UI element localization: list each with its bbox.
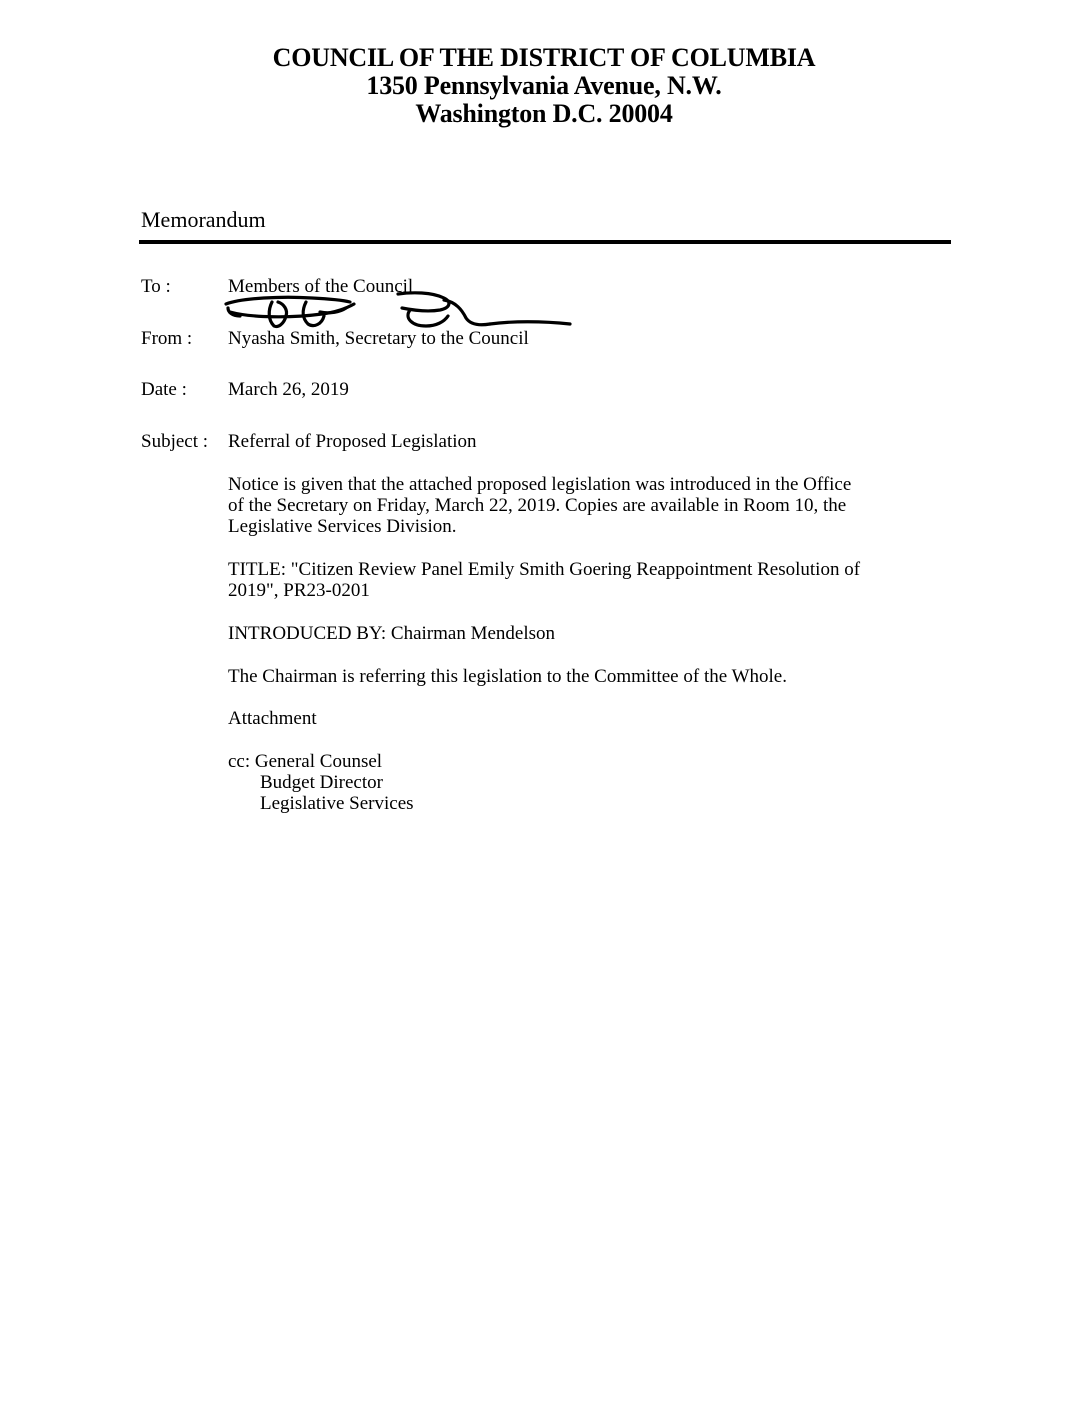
introduced-by: INTRODUCED BY: Chairman Mendelson [228,623,556,644]
notice-line: of the Secretary on Friday, March 22, 2019. Copies are available in Room 10, the [228,495,847,516]
subject-label: Subject : [141,431,209,452]
attachment-note: Attachment [228,708,317,729]
notice-line: Legislative Services Division. [228,516,457,537]
from-label: From : [141,328,193,349]
memo-title: Memorandum [141,207,266,232]
letterhead [0,44,1088,128]
title-line: 2019", PR23-0201 [228,580,370,601]
cc-list [228,751,414,814]
subject-value: Referral of Proposed Legislation [228,431,477,452]
notice-line: Notice is given that the attached proposed legislation was introduced in the Office [228,474,852,495]
letterhead-organization: COUNCIL OF THE DISTRICT OF COLUMBIA [272,43,816,72]
from-value: Nyasha Smith, Secretary to the Council [228,328,529,349]
date-value: March 26, 2019 [228,379,349,400]
title-paragraph [228,559,948,601]
date-label: Date : [141,379,187,400]
referral-statement: The Chairman is referring this legislation to the Committee of the Whole. [228,666,787,687]
notice-paragraph [228,474,948,537]
to-value: Members of the Council [228,276,414,297]
cc-recipient: cc: General Counsel [228,751,383,772]
letterhead-city-zip: Washington D.C. 20004 [415,99,673,128]
title-line: TITLE: "Citizen Review Panel Emily Smith Goering Reappointment Resolution of [228,559,861,580]
cc-recipient: Budget Director [260,772,383,793]
letterhead-street-address: 1350 Pennsylvania Avenue, N.W. [366,71,722,100]
header-divider [139,240,951,244]
to-label: To : [141,276,171,297]
cc-recipient: Legislative Services [260,793,414,814]
